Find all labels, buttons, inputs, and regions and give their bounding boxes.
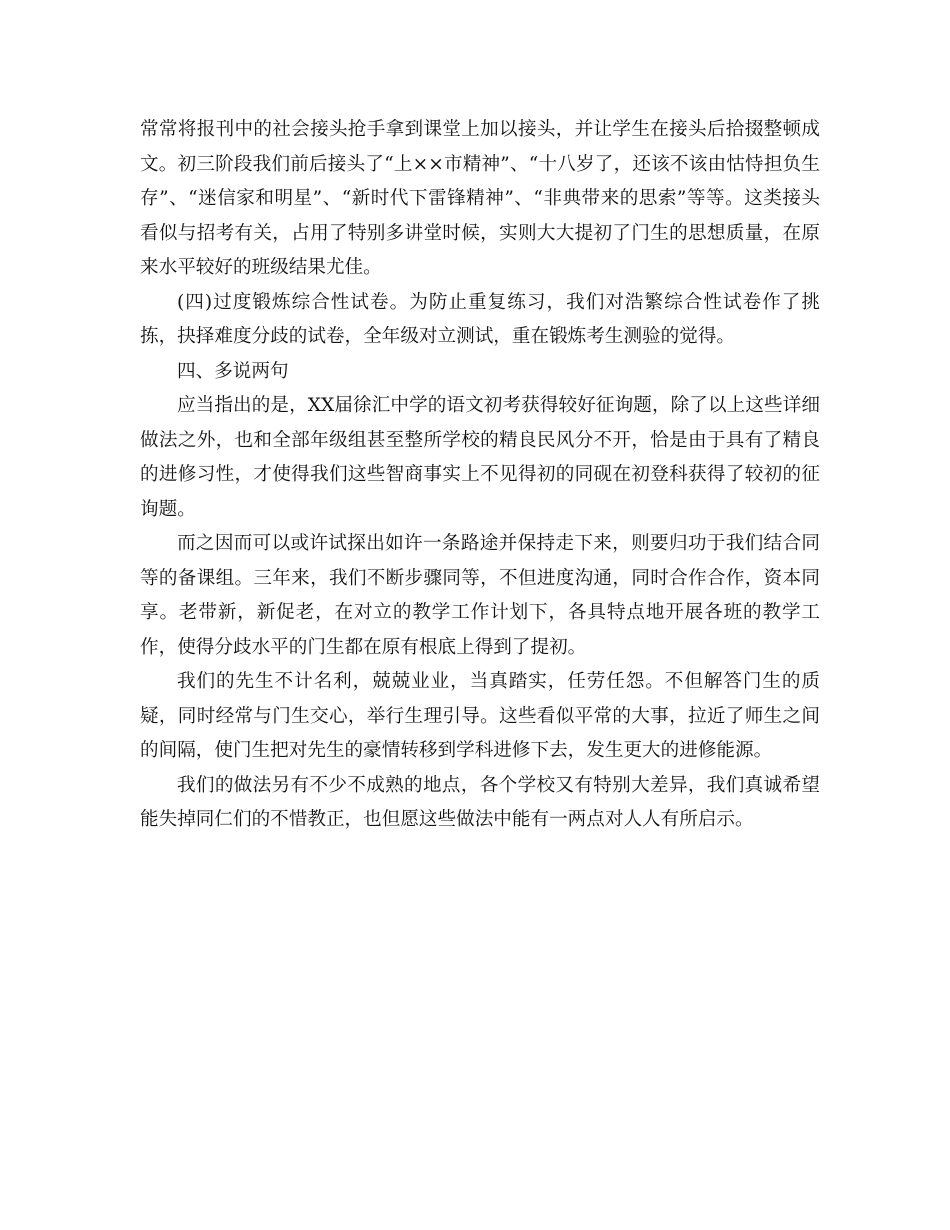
paragraph-teachers: 我们的先生不计名利，兢兢业业，当真踏实，任劳任怨。不但解答门生的质疑，同时经常与门生交心，举行生理引导。这些看似平常的大事，拉近了师生之间的间隔，使门生把对先生的豪情转移到学科进修下去，发生更大的进修能源。 bbox=[140, 671, 820, 761]
document-body bbox=[140, 113, 820, 838]
paragraph-closing: 我们的做法另有不少不成熟的地点，各个学校又有特别大差异，我们真诚希望能失掉同仁们的不惜教正，也但愿这些做法中能有一两点对人人有所启示。 bbox=[140, 774, 820, 830]
paragraph-school-culture: 应当指出的是，XX届徐汇中学的语文初考获得较好征询题，除了以上这些详细做法之外，也和全部年级组甚至整所学校的精良民风分不开，恰是由于具有了精良的进修习性，才使得我们这些智商事实上不见得初的同砚在初登科获得了较初的征询题。 bbox=[140, 395, 820, 520]
section-heading: 四、多说两句 bbox=[177, 360, 289, 382]
paragraph-exercise-papers: (四)过度锻炼综合性试卷。为防止重复练习，我们对浩繁综合性试卷作了挑拣，抉择难度分歧的试卷，全年级对立测试，重在锻炼考生测验的觉得。 bbox=[140, 291, 820, 347]
paragraph-lesson-group: 而之因而可以或许试探出如许一条路途并保持走下来，则要归功于我们结合同等的备课组。三年来，我们不断步骤同等，不但进度沟通，同时合作合作，资本同享。老带新，新促老，在对立的教学工作计划下，各具特点地开展各班的教学工作，使得分歧水平的门生都在原有根底上得到了提初。 bbox=[140, 533, 820, 658]
paragraph-continued: 常常将报刊中的社会接头抢手拿到课堂上加以接头，并让学生在接头后拾掇整顿成文。初三阶段我们前后接头了“上××市精神”、“十八岁了，还该不该由怙恃担负生存”、“迷信家和明星”、“新时代下雷锋精神”、“非典带来的思索”等等。这类接头看似与招考有关，占用了特别多讲堂时候，实则大大提初了门生的思想质量，在原来水平较好的班级结果尤佳。 bbox=[140, 119, 820, 278]
